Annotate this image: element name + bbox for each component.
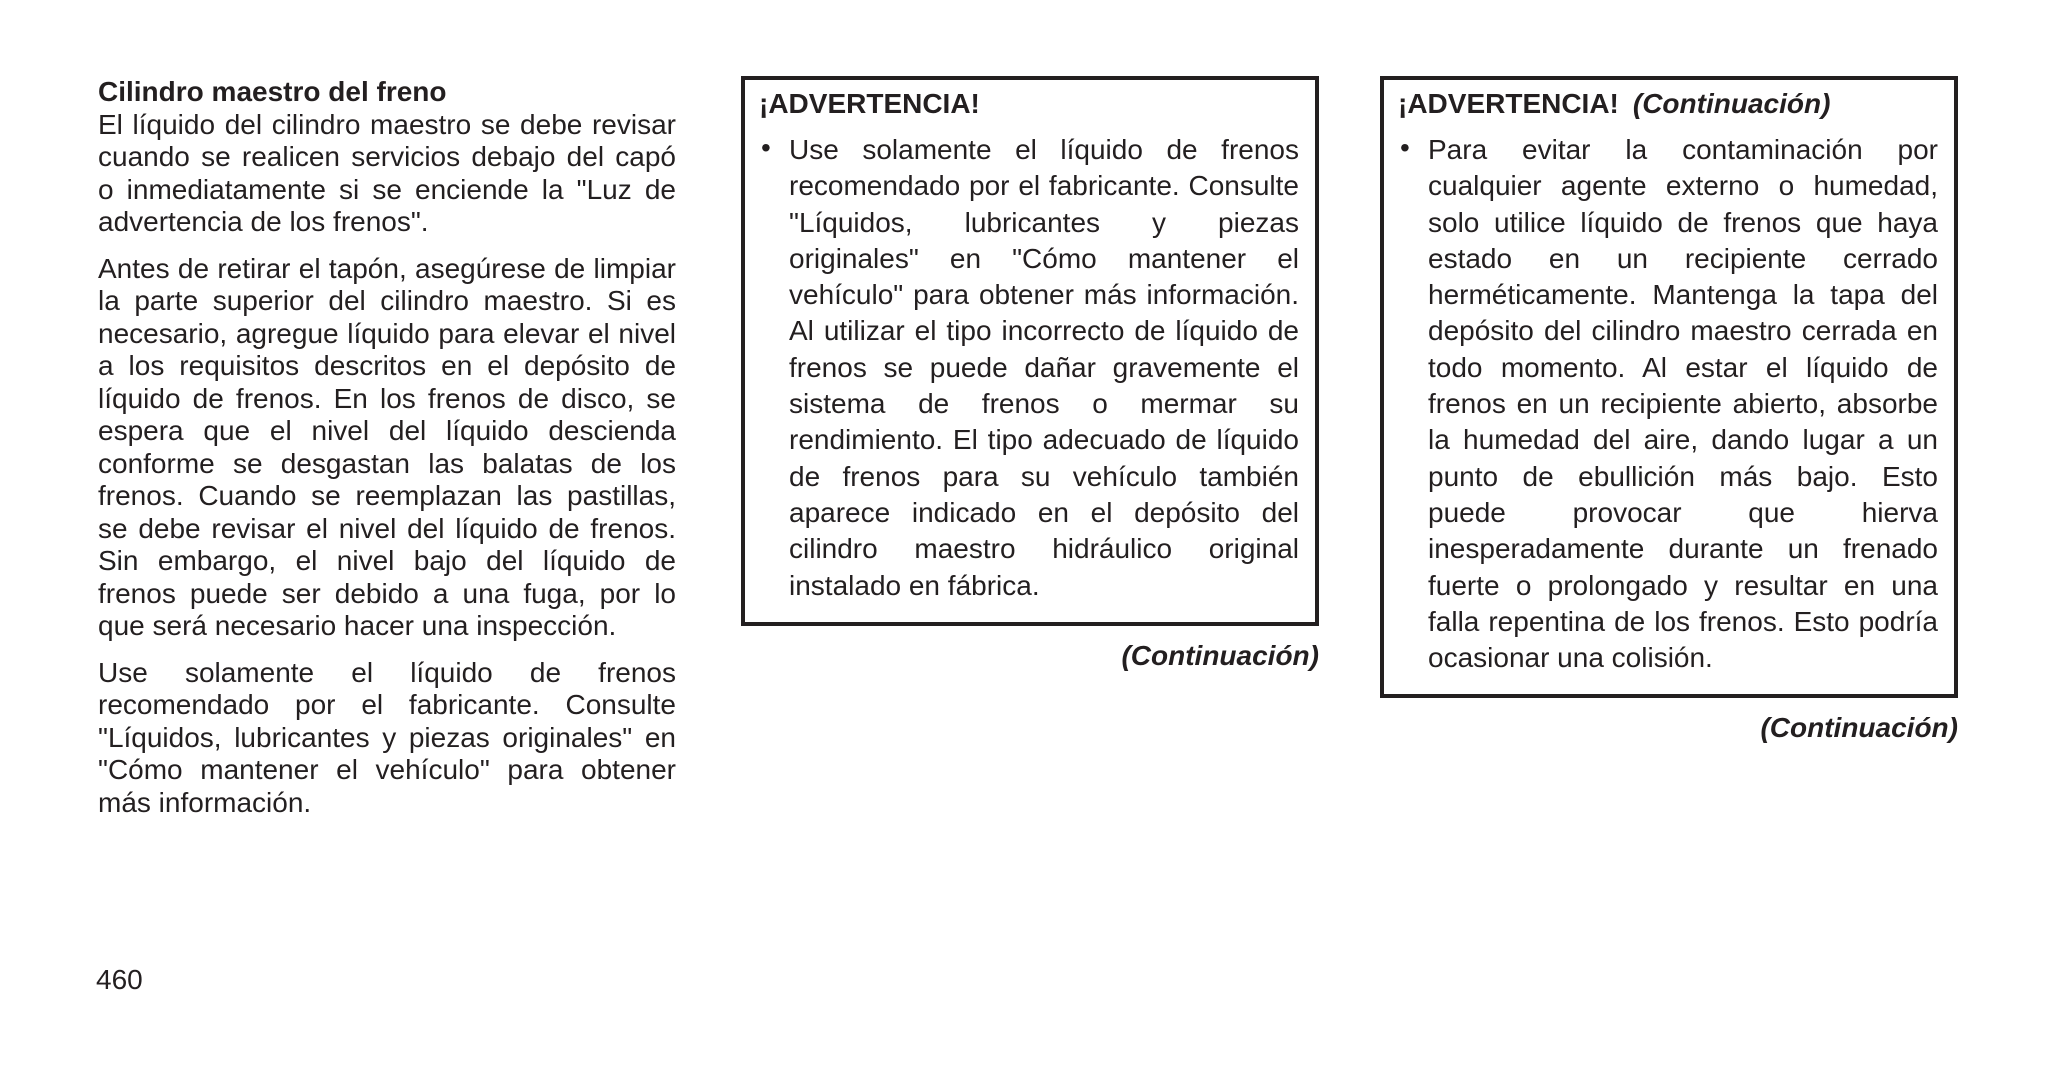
warning-title <box>1398 84 1938 124</box>
continued-label: (Continuación) <box>1121 639 1319 671</box>
bullet-icon: • <box>1400 132 1410 163</box>
right-column <box>1380 76 1958 748</box>
warning-text: Use solamente el líquido de frenos recomendado por el fabricante. Consulte "Líquidos, lubricantes y piezas originales" en "Cómo mantener el vehículo" para obtener más información. Al utilizar el tipo incorrecto de líquido de frenos se puede dañar gravemente el sistema de frenos o mermar su rendimiento. El tipo adecuado de líquido de frenos para su vehículo también aparece indicado en el depósito del cilindro maestro hidráulico original instalado en fábrica. <box>789 134 1299 601</box>
page-number: 460 <box>96 964 143 995</box>
warning-text: Para evitar la contaminación por cualquier agente externo o humedad, solo utilice líquido de frenos que haya estado en un recipiente cerrado herméticamente. Mantenga la tapa del depósito del cilindro maestro cerrada en todo momento. Al estar el líquido de frenos en un recipiente abierto, absorbe la humedad del aire, dando lugar a un punto de ebullición más bajo. Esto puede provocar que hierva inesperadamente durante un frenado fuerte o prolongado y resultar en una falla repentina de los frenos. Esto podría ocasionar una colisión. <box>1428 134 1938 674</box>
paragraph-1: El líquido del cilindro maestro se debe revisar cuando se realicen servicios debajo del capó o inmediatamente si se enciende la "Luz de advertencia de los frenos". <box>98 108 676 237</box>
paragraph-3: Use solamente el líquido de frenos recomendado por el fabricante. Consulte "Líquidos, lubricantes y piezas originales" en "Cómo mantener el vehículo" para obtener más información. <box>98 656 676 818</box>
continued-label: (Continuación) <box>1760 712 1958 744</box>
warning-box-continued <box>1380 76 1958 698</box>
warning-box <box>741 76 1319 626</box>
middle-column <box>741 76 1319 676</box>
left-column <box>98 76 676 833</box>
warning-bullet-item <box>1398 132 1938 676</box>
warning-title-text: ¡ADVERTENCIA! <box>1398 88 1619 119</box>
warning-title-continued: (Continuación) <box>1632 88 1831 119</box>
section-heading: Cilindro maestro del freno <box>98 76 447 107</box>
warning-title: ¡ADVERTENCIA! <box>759 88 980 119</box>
bullet-icon: • <box>761 132 771 163</box>
warning-bullet-item <box>759 132 1299 604</box>
paragraph-2: Antes de retirar el tapón, asegúrese de limpiar la parte superior del cilindro maestro. Si es necesario, agregue líquido para elevar el nivel a los requisitos descritos en el depósito de líquido de frenos. En los frenos de disco, se espera que el nivel del líquido descienda conforme se desgastan las balatas de los frenos. Cuando se reemplazan las pastillas, se debe revisar el nivel del líquido de frenos. Sin embargo, el nivel bajo del líquido de frenos puede ser debido a una fuga, por lo que será necesario hacer una inspección. <box>98 252 676 641</box>
